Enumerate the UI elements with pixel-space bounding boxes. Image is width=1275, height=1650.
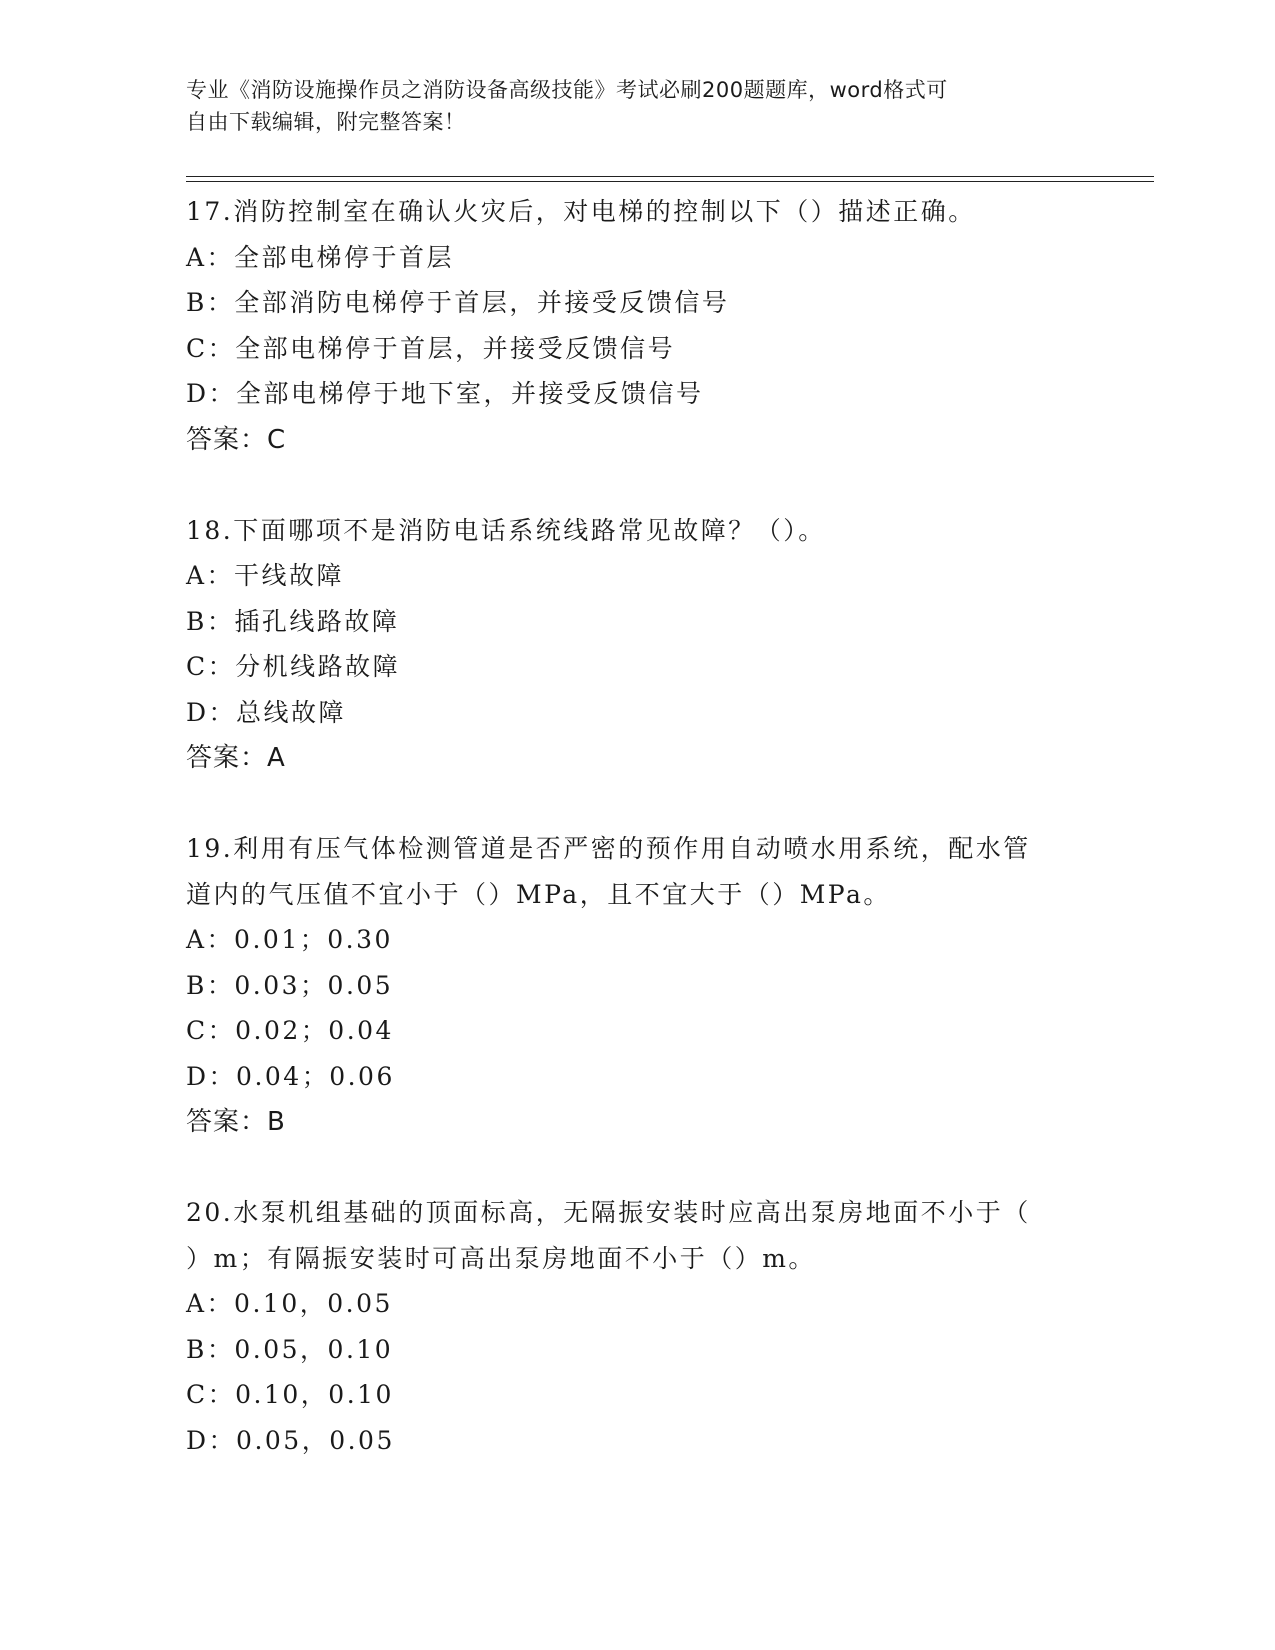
option-a: A：全部电梯停于首层 <box>186 242 455 272</box>
header-divider-top <box>186 176 1154 177</box>
header-divider-bottom <box>186 181 1154 182</box>
question-stem-line-2: ）m；有隔振安装时可高出泵房地面不小于（）m。 <box>186 1243 816 1273</box>
document-header <box>186 74 1066 138</box>
question-20 <box>186 1190 1086 1463</box>
question-18 <box>186 508 1086 782</box>
question-19 <box>186 826 1086 1145</box>
option-c: C：0.02；0.04 <box>186 1016 394 1045</box>
option-b: B：插孔线路故障 <box>186 606 400 636</box>
question-list <box>186 189 1086 1508</box>
option-d: D：总线故障 <box>186 697 347 727</box>
option-b: B：0.03；0.05 <box>186 970 394 1000</box>
answer: 答案：A <box>186 743 286 773</box>
question-stem-line-1: 20.水泵机组基础的顶面标高，无隔振安装时应高出泵房地面不小于（ <box>186 1198 1031 1227</box>
answer: 答案：C <box>186 424 287 455</box>
option-a: A：0.01；0.30 <box>186 925 393 954</box>
question-stem: 18.下面哪项不是消防电话系统线路常见故障？（）。 <box>186 515 826 545</box>
option-d: D：0.05，0.05 <box>186 1425 395 1455</box>
option-c: C：分机线路故障 <box>186 652 401 681</box>
question-stem-line-1: 19.利用有压气体检测管道是否严密的预作用自动喷水用系统，配水管 <box>186 834 1031 863</box>
option-c: C：0.10，0.10 <box>186 1380 394 1409</box>
option-a: A：干线故障 <box>186 561 345 590</box>
question-stem: 17.消防控制室在确认火灾后，对电梯的控制以下（）描述正确。 <box>186 197 976 226</box>
question-17 <box>186 189 1086 463</box>
question-stem-line-2: 道内的气压值不宜小于（）MPa，且不宜大于（）MPa。 <box>186 879 891 909</box>
header-line-2: 自由下载编辑，附完整答案！ <box>186 110 466 134</box>
option-c: C：全部电梯停于首层，并接受反馈信号 <box>186 333 676 363</box>
option-b: B：全部消防电梯停于首层，并接受反馈信号 <box>186 288 730 317</box>
option-d: D：全部电梯停于地下室，并接受反馈信号 <box>186 379 704 408</box>
option-b: B：0.05，0.10 <box>186 1334 394 1364</box>
option-d: D：0.04；0.06 <box>186 1061 395 1091</box>
option-a: A：0.10，0.05 <box>186 1289 393 1318</box>
answer: 答案：B <box>186 1107 286 1137</box>
header-line-1: 专业《消防设施操作员之消防设备高级技能》考试必刷200题题库，word格式可 <box>186 78 948 102</box>
